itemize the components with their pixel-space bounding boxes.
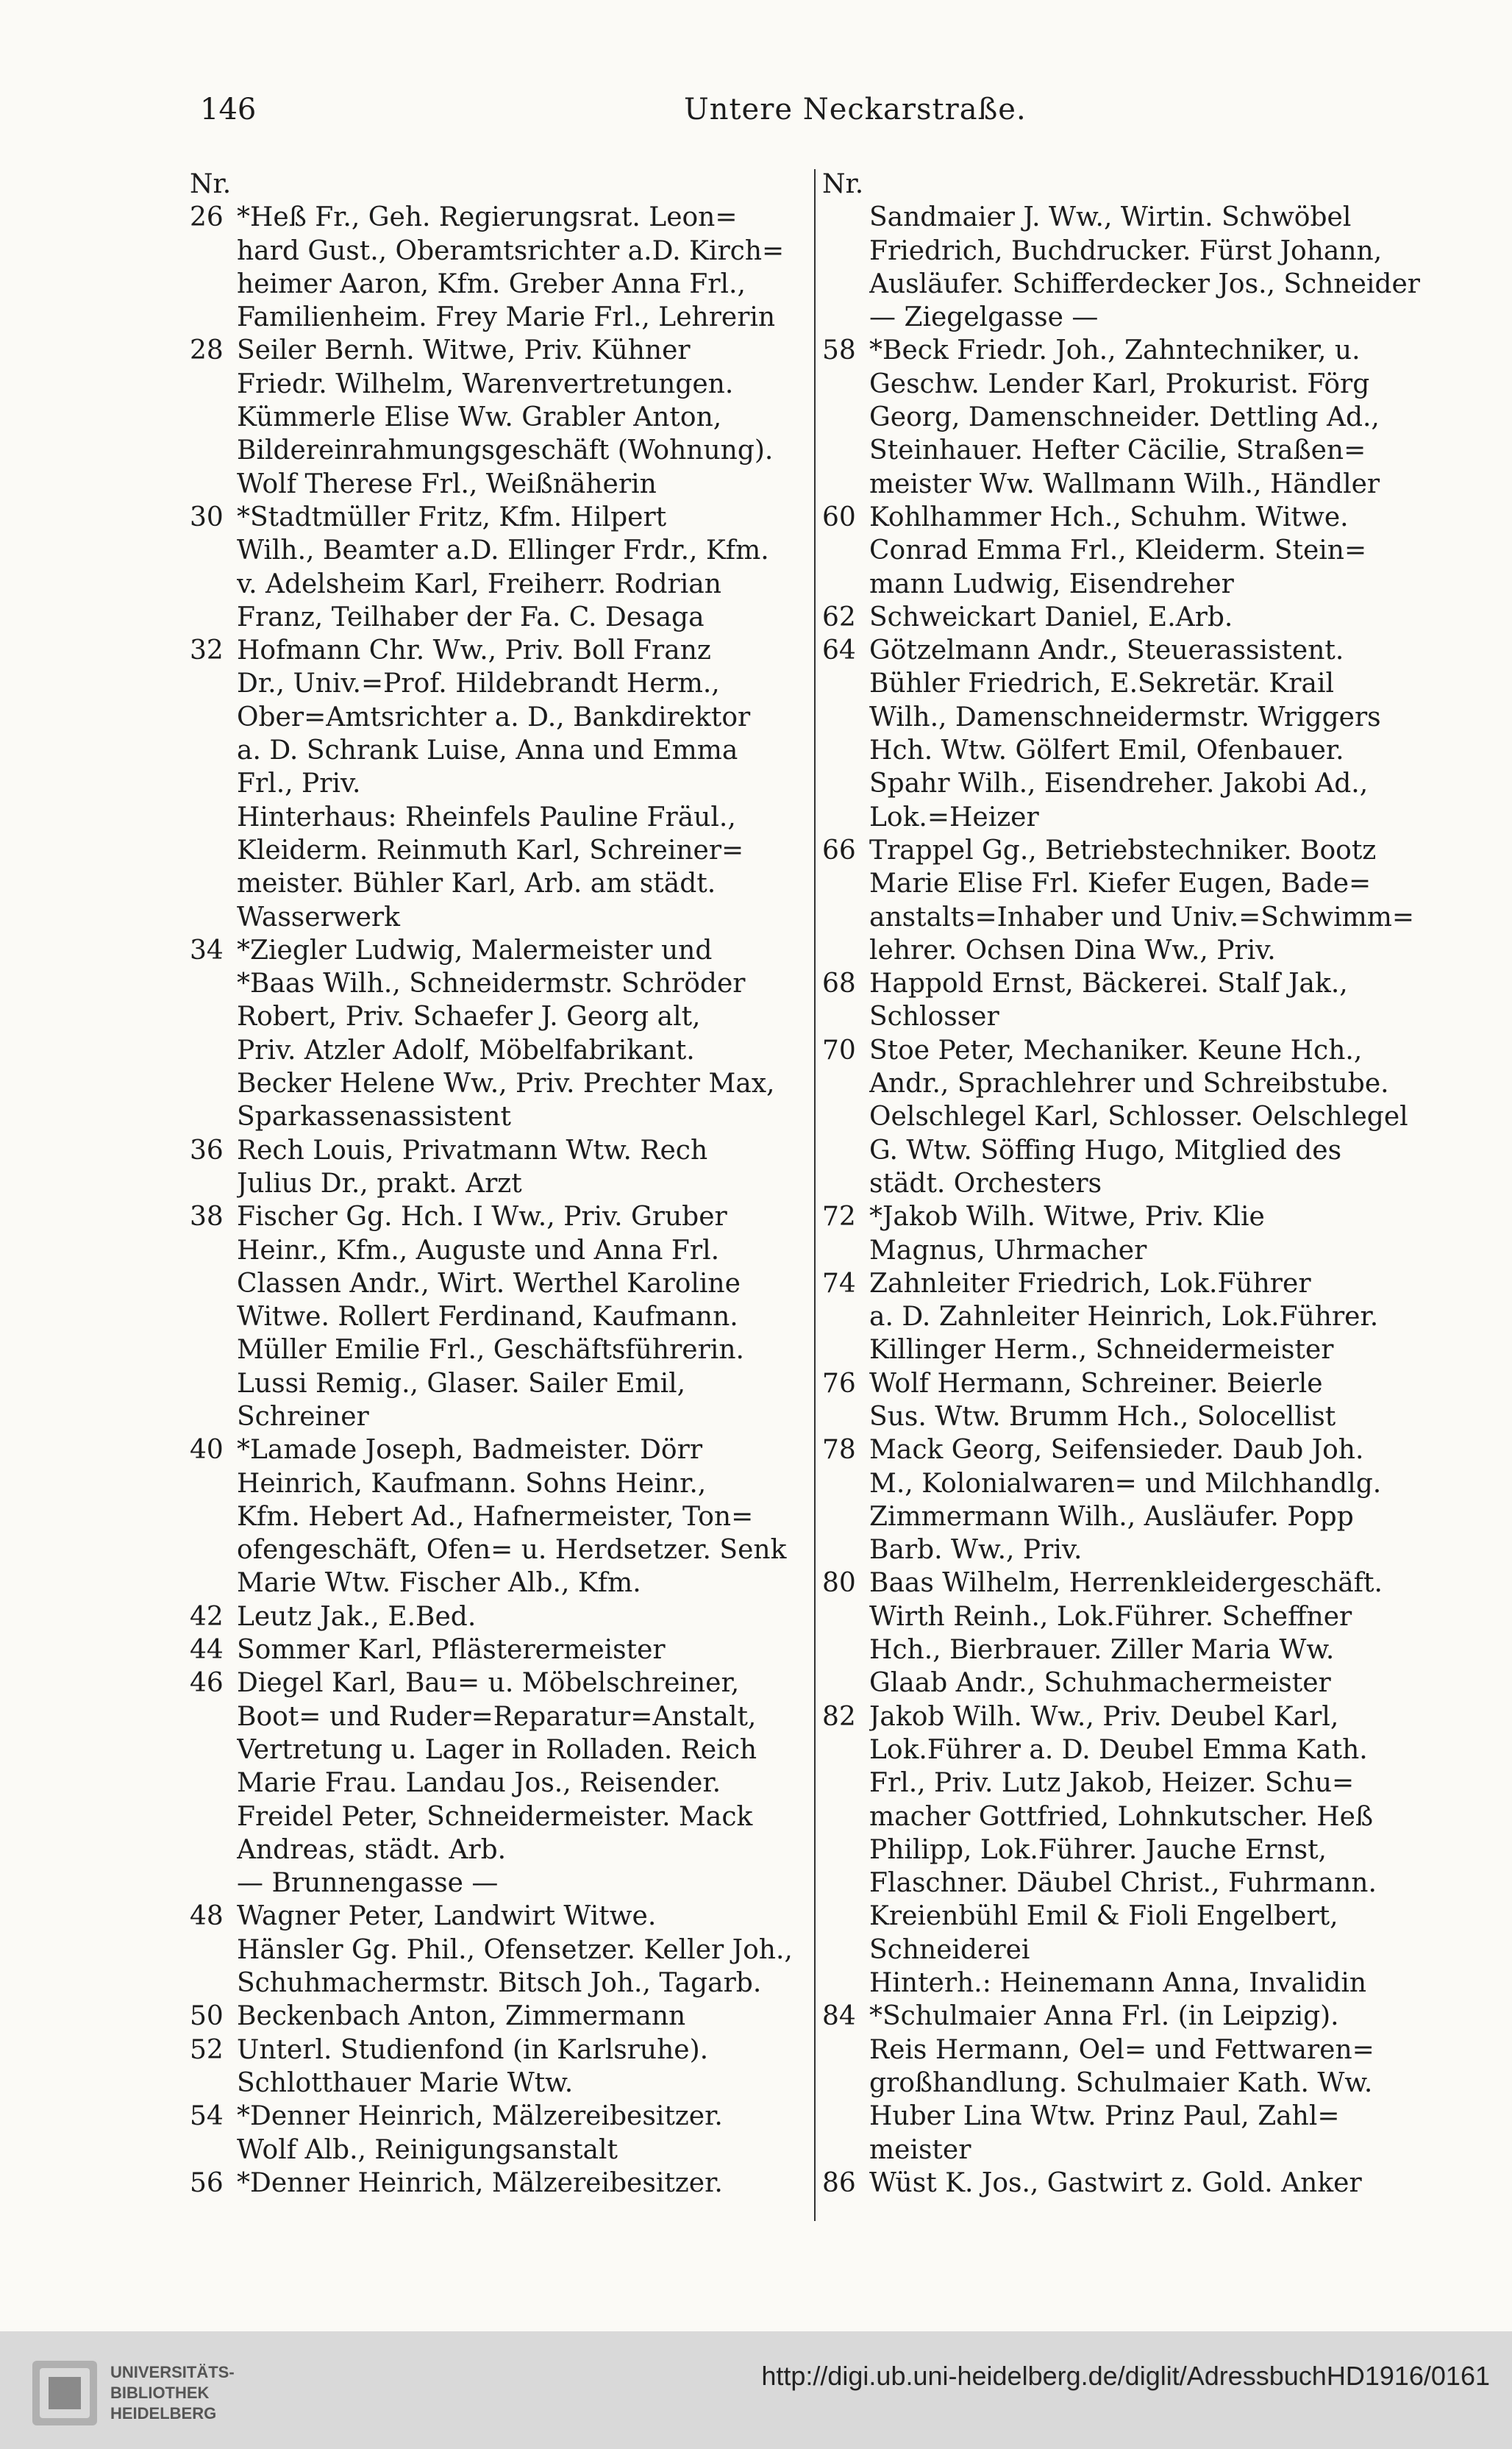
- entry-line: Steinhauer. Hefter Cäcilie, Straßen=: [869, 435, 1366, 466]
- entry-line: Hänsler Gg. Phil., Ofensetzer. Keller Joh.,: [237, 1934, 793, 1965]
- resident-list: [237, 1867, 805, 1900]
- library-logo[interactable]: [29, 2352, 235, 2425]
- entry-line: Georg, Damenschneider. Dettling Ad.,: [869, 402, 1380, 433]
- house-number: 72: [822, 1202, 856, 1233]
- house-number: 66: [822, 835, 856, 866]
- address-entry: [190, 1433, 805, 1600]
- address-entry: [190, 1900, 805, 2000]
- entry-line: Seiler Bernh. Witwe, Priv. Kühner: [237, 335, 691, 366]
- resident-list: [869, 301, 1431, 334]
- entry-line: anstalts=Inhaber und Univ.=Schwimm=: [869, 902, 1415, 933]
- address-entry: [822, 1433, 1431, 1566]
- entry-line: Wilh., Beamter a.D. Ellinger Frdr., Kfm.: [237, 535, 769, 566]
- entry-line: Becker Helene Ww., Priv. Prechter Max,: [237, 1069, 775, 1099]
- entry-line: Dr., Univ.=Prof. Hildebrandt Herm.,: [237, 669, 720, 699]
- entry-line: Freidel Peter, Schneidermeister. Mack: [237, 1801, 753, 1832]
- resident-list: [237, 1433, 805, 1600]
- entry-line: meister: [869, 2134, 971, 2165]
- address-entry: [190, 334, 805, 500]
- house-number: 28: [190, 335, 224, 366]
- entry-line: Sparkassenassistent: [237, 1102, 511, 1133]
- entry-line: M., Kolonialwaren= und Milchhandlg.: [869, 1468, 1382, 1499]
- entry-line: Beckenbach Anton, Zimmermann: [237, 2001, 686, 2032]
- entry-line: Schreiner: [237, 1401, 369, 1432]
- entry-line: Schlotthauer Marie Wtw.: [237, 2067, 574, 2098]
- resident-list: [869, 1200, 1431, 1267]
- entry-line: Lussi Remig., Glaser. Sailer Emil,: [237, 1368, 686, 1399]
- entry-line: Hch. Wtw. Gölfert Emil, Ofenbauer.: [869, 735, 1344, 766]
- resident-list: [869, 601, 1431, 634]
- entry-line: Kümmerle Elise Ww. Grabler Anton,: [237, 402, 722, 433]
- entry-line: Philipp, Lok.Führer. Jauche Ernst,: [869, 1834, 1327, 1865]
- entry-line: Conrad Emma Frl., Kleiderm. Stein=: [869, 535, 1367, 566]
- address-entry: [822, 601, 1431, 634]
- house-number: 54: [190, 2101, 224, 2132]
- entry-line: Barb. Ww., Priv.: [869, 1535, 1083, 1566]
- resident-list: [869, 1267, 1431, 1367]
- address-entry: [822, 201, 1431, 301]
- library-name-line: HEIDELBERG: [110, 2404, 217, 2423]
- resident-list: [237, 1900, 805, 2000]
- entry-line: meister Ww. Wallmann Wilh., Händler: [869, 468, 1380, 499]
- entry-line: Wolf Hermann, Schreiner. Beierle: [869, 1368, 1323, 1399]
- house-number: 58: [822, 335, 856, 366]
- entry-line: mann Ludwig, Eisendreher: [869, 568, 1234, 599]
- entry-line: Andreas, städt. Arb.: [237, 1834, 507, 1865]
- library-name-line: BIBLIOTHEK: [110, 2384, 210, 2402]
- address-entry: [822, 1967, 1431, 2000]
- street-subheading: — Brunnengasse —: [237, 1868, 499, 1899]
- entry-line: Sommer Karl, Pflästerermeister: [237, 1635, 666, 1666]
- entry-line: Frl., Priv. Lutz Jakob, Heizer. Schu=: [869, 1768, 1355, 1799]
- entry-line: *Stadtmüller Fritz, Kfm. Hilpert: [237, 502, 667, 532]
- address-entry: [190, 1633, 805, 1666]
- address-entry: [190, 1200, 805, 1433]
- house-number: [822, 201, 869, 301]
- entry-line: Geschw. Lender Karl, Prokurist. Förg: [869, 368, 1370, 399]
- house-number: [190, 1867, 237, 1900]
- resident-list: [869, 834, 1431, 967]
- entry-line: Schneiderei: [869, 1934, 1030, 1965]
- resident-list: [237, 801, 805, 934]
- address-entry: [822, 1267, 1431, 1367]
- address-entry: [822, 334, 1431, 500]
- address-entry: [190, 2100, 805, 2167]
- address-entry: [190, 1867, 805, 1900]
- entry-line: Sus. Wtw. Brumm Hch., Solocellist: [869, 1401, 1336, 1432]
- entry-line: *Schulmaier Anna Frl. (in Leipzig).: [869, 2001, 1339, 2032]
- resident-list: [869, 1367, 1431, 1434]
- entry-line: Friedrich, Buchdrucker. Fürst Johann,: [869, 235, 1383, 266]
- house-number: 78: [822, 1435, 856, 1466]
- resident-list: [237, 2033, 805, 2100]
- house-number: 38: [190, 1202, 224, 1233]
- entry-line: städt. Orchesters: [869, 1168, 1102, 1199]
- address-entry: [822, 1566, 1431, 1700]
- house-number: 76: [822, 1368, 856, 1399]
- entry-line: Bühler Friedrich, E.Sekretär. Krail: [869, 669, 1334, 699]
- entry-line: Hofmann Chr. Ww., Priv. Boll Franz: [237, 635, 711, 666]
- house-number: 86: [822, 2167, 856, 2198]
- entry-line: Baas Wilhelm, Herrenkleidergeschäft.: [869, 1568, 1383, 1599]
- entry-line: Hinterh.: Heinemann Anna, Invalidin: [869, 1968, 1367, 1999]
- address-entry: [822, 1367, 1431, 1434]
- entry-line: Fischer Gg. Hch. I Ww., Priv. Gruber: [237, 1202, 727, 1233]
- entry-line: Zahnleiter Friedrich, Lok.Führer: [869, 1268, 1311, 1299]
- entry-line: Priv. Atzler Adolf, Möbelfabrikant.: [237, 1035, 695, 1066]
- entry-line: *Beck Friedr. Joh., Zahntechniker, u.: [869, 335, 1361, 366]
- resident-list: [237, 334, 805, 500]
- address-entry: [190, 2167, 805, 2200]
- library-seal-icon: [29, 2358, 100, 2428]
- address-entry: [190, 1666, 805, 1867]
- resident-list: [237, 1666, 805, 1867]
- entry-line: Sandmaier J. Ww., Wirtin. Schwöbel: [869, 202, 1352, 233]
- entry-line: Kohlhammer Hch., Schuhm. Witwe.: [869, 502, 1349, 532]
- entry-line: lehrer. Ochsen Dina Ww., Priv.: [869, 935, 1276, 966]
- entry-line: Wüst K. Jos., Gastwirt z. Gold. Anker: [869, 2167, 1362, 2198]
- entry-line: Vertretung u. Lager in Rolladen. Reich: [237, 1734, 757, 1765]
- entry-line: Bildereinrahmungsgeschäft (Wohnung).: [237, 435, 774, 466]
- library-name: [110, 2362, 235, 2424]
- entry-line: Rech Louis, Privatmann Wtw. Rech: [237, 1135, 708, 1166]
- resident-list: [237, 934, 805, 1134]
- entry-line: Friedr. Wilhelm, Warenvertretungen.: [237, 368, 734, 399]
- address-entry: [822, 501, 1431, 601]
- house-number: 60: [822, 502, 856, 532]
- house-number: 68: [822, 969, 856, 999]
- address-entry: [190, 1134, 805, 1201]
- entry-line: Robert, Priv. Schaefer J. Georg alt,: [237, 1002, 701, 1033]
- address-entry: [822, 634, 1431, 834]
- entry-line: Schweickart Daniel, E.Arb.: [869, 602, 1233, 632]
- entry-line: Götzelmann Andr., Steuerassistent.: [869, 635, 1344, 666]
- house-number: 64: [822, 635, 856, 666]
- resident-list: [237, 1200, 805, 1433]
- house-number: 62: [822, 602, 856, 632]
- house-number: [822, 301, 869, 334]
- resident-list: [237, 2167, 805, 2200]
- entry-line: G. Wtw. Söffing Hugo, Mitglied des: [869, 1135, 1342, 1166]
- house-number: 84: [822, 2001, 856, 2032]
- house-number: 56: [190, 2167, 224, 2198]
- resident-list: [869, 334, 1431, 500]
- house-number: [822, 1967, 869, 2000]
- resident-list: [869, 967, 1431, 1034]
- address-entry: [190, 801, 805, 934]
- entry-line: Ober=Amtsrichter a. D., Bankdirektor: [237, 702, 751, 732]
- entry-line: *Denner Heinrich, Mälzereibesitzer.: [237, 2167, 723, 2198]
- entry-line: ofengeschäft, Ofen= u. Herdsetzer. Senk: [237, 1535, 787, 1566]
- resident-list: [237, 2000, 805, 2033]
- house-number: 74: [822, 1268, 856, 1299]
- entry-line: Wirth Reinh., Lok.Führer. Scheffner: [869, 1601, 1352, 1632]
- address-entry: [190, 2033, 805, 2100]
- column-heading: Nr.: [190, 169, 232, 199]
- entry-line: Hch., Bierbrauer. Ziller Maria Ww.: [869, 1635, 1335, 1666]
- entry-line: Glaab Andr., Schuhmachermeister: [869, 1668, 1331, 1699]
- house-number: 46: [190, 1668, 224, 1699]
- entry-line: Stoe Peter, Mechaniker. Keune Hch.,: [869, 1035, 1363, 1066]
- address-entry: [190, 201, 805, 334]
- address-entry: [822, 301, 1431, 334]
- house-number: 40: [190, 1435, 224, 1466]
- entry-line: Reis Hermann, Oel= und Fettwaren=: [869, 2034, 1374, 2065]
- entry-line: Wolf Therese Frl., Weißnäherin: [237, 468, 657, 499]
- entry-line: Zimmermann Wilh., Ausläufer. Popp: [869, 1501, 1354, 1532]
- entry-line: Happold Ernst, Bäckerei. Stalf Jak.,: [869, 969, 1348, 999]
- entry-line: Frl., Priv.: [237, 769, 361, 799]
- address-entry: [822, 2000, 1431, 2166]
- resident-list: [869, 1700, 1431, 1967]
- entry-line: Marie Elise Frl. Kiefer Eugen, Bade=: [869, 869, 1372, 899]
- entry-line: Müller Emilie Frl., Geschäftsführerin.: [237, 1335, 744, 1366]
- entry-line: Kfm. Hebert Ad., Hafnermeister, Ton=: [237, 1501, 754, 1532]
- house-number: 48: [190, 1901, 224, 1932]
- entry-line: Wilh., Damenschneidermstr. Wriggers: [869, 702, 1381, 732]
- entry-line: hard Gust., Oberamtsrichter a.D. Kirch=: [237, 235, 785, 266]
- address-entry: [190, 934, 805, 1134]
- house-number: 82: [822, 1701, 856, 1732]
- address-entry: [190, 2000, 805, 2033]
- resident-list: [237, 1600, 805, 1633]
- resident-list: [237, 501, 805, 634]
- right-column: [822, 168, 1431, 2200]
- entry-line: Boot= und Ruder=Reparatur=Anstalt,: [237, 1701, 757, 1732]
- house-number: 80: [822, 1568, 856, 1599]
- entry-line: Wolf Alb., Reinigungsanstalt: [237, 2134, 618, 2165]
- entry-line: Witwe. Rollert Ferdinand, Kaufmann.: [237, 1302, 738, 1333]
- address-entry: [822, 2167, 1431, 2200]
- resident-list: [869, 1433, 1431, 1566]
- resident-list: [869, 1967, 1431, 2000]
- entry-line: Mack Georg, Seifensieder. Daub Joh.: [869, 1435, 1364, 1466]
- resident-list: [237, 1633, 805, 1666]
- address-entry: [190, 634, 805, 800]
- entry-line: macher Gottfried, Lohnkutscher. Heß: [869, 1801, 1373, 1832]
- house-number: 30: [190, 502, 224, 532]
- house-number: 50: [190, 2001, 224, 2032]
- entry-line: *Lamade Joseph, Badmeister. Dörr: [237, 1435, 703, 1466]
- address-entry: [822, 834, 1431, 967]
- entry-line: *Heß Fr., Geh. Regierungsrat. Leon=: [237, 202, 738, 233]
- entry-line: Kreienbühl Emil & Fioli Engelbert,: [869, 1901, 1338, 1932]
- entry-line: großhandlung. Schulmaier Kath. Ww.: [869, 2067, 1373, 2098]
- entry-line: Hinterhaus: Rheinfels Pauline Fräul.,: [237, 802, 736, 833]
- library-name-line: UNIVERSITÄTS-: [110, 2363, 235, 2381]
- entry-line: Killinger Herm., Schneidermeister: [869, 1335, 1334, 1366]
- house-number: 36: [190, 1135, 224, 1166]
- house-number: 42: [190, 1601, 224, 1632]
- house-number: 70: [822, 1035, 856, 1066]
- entry-line: *Baas Wilh., Schneidermstr. Schröder: [237, 969, 746, 999]
- street-subheading: — Ziegelgasse —: [869, 302, 1099, 333]
- house-number: 34: [190, 935, 224, 966]
- entry-line: Huber Lina Wtw. Prinz Paul, Zahl=: [869, 2101, 1340, 2132]
- entry-line: Franz, Teilhaber der Fa. C. Desaga: [237, 602, 705, 632]
- entry-line: Lok.=Heizer: [869, 802, 1039, 833]
- entry-line: a. D. Zahnleiter Heinrich, Lok.Führer.: [869, 1302, 1379, 1333]
- entry-line: Marie Frau. Landau Jos., Reisender.: [237, 1768, 721, 1799]
- entry-line: Magnus, Uhrmacher: [869, 1235, 1147, 1266]
- source-url-link[interactable]: http://digi.ub.uni-heidelberg.de/diglit/AdressbuchHD1916/0161: [761, 2361, 1490, 2391]
- page-number: 146: [200, 93, 257, 126]
- column-divider: [814, 169, 816, 2221]
- entry-line: Kleiderm. Reinmuth Karl, Schreiner=: [237, 835, 744, 866]
- resident-list: [869, 501, 1431, 601]
- resident-list: [237, 201, 805, 334]
- house-number: 44: [190, 1635, 224, 1666]
- entry-line: Julius Dr., prakt. Arzt: [237, 1168, 522, 1199]
- address-entry: [822, 1200, 1431, 1267]
- address-entry: [190, 501, 805, 634]
- entry-line: *Jakob Wilh. Witwe, Priv. Klie: [869, 1202, 1265, 1233]
- entry-line: Ausläufer. Schifferdecker Jos., Schneider: [869, 268, 1420, 299]
- resident-list: [869, 1566, 1431, 1700]
- entry-line: meister. Bühler Karl, Arb. am städt.: [237, 869, 716, 899]
- resident-list: [869, 2000, 1431, 2166]
- resident-list: [237, 1134, 805, 1201]
- address-entry: [822, 967, 1431, 1034]
- entry-line: Wasserwerk: [237, 902, 400, 933]
- entry-line: Jakob Wilh. Ww., Priv. Deubel Karl,: [869, 1701, 1339, 1732]
- entry-line: Diegel Karl, Bau= u. Möbelschreiner,: [237, 1668, 740, 1699]
- entry-line: Wagner Peter, Landwirt Witwe.: [237, 1901, 657, 1932]
- resident-list: [869, 634, 1431, 834]
- entry-line: Unterl. Studienfond (in Karlsruhe).: [237, 2034, 709, 2065]
- house-number: [190, 801, 237, 934]
- entry-line: Spahr Wilh., Eisendreher. Jakobi Ad.,: [869, 769, 1369, 799]
- entry-line: Trappel Gg., Betriebstechniker. Bootz: [869, 835, 1377, 866]
- entry-line: Schlosser: [869, 1002, 999, 1033]
- left-column: [190, 168, 805, 2200]
- house-number: 52: [190, 2034, 224, 2065]
- entry-line: Oelschlegel Karl, Schlosser. Oelschlegel: [869, 1102, 1408, 1133]
- house-number: 26: [190, 202, 224, 233]
- column-heading: Nr.: [822, 169, 864, 199]
- entry-line: v. Adelsheim Karl, Freiherr. Rodrian: [237, 568, 721, 599]
- entry-line: Leutz Jak., E.Bed.: [237, 1601, 477, 1632]
- entry-line: Familienheim. Frey Marie Frl., Lehrerin: [237, 302, 776, 333]
- house-number: 32: [190, 635, 224, 666]
- library-footer: [0, 2331, 1512, 2449]
- address-entry: [822, 1700, 1431, 1967]
- resident-list: [869, 1034, 1431, 1200]
- address-entry: [190, 1600, 805, 1633]
- entry-line: Flaschner. Däubel Christ., Fuhrmann.: [869, 1868, 1377, 1899]
- running-head: Untere Neckarstraße.: [684, 93, 1027, 126]
- entry-line: Heinr., Kfm., Auguste und Anna Frl.: [237, 1235, 720, 1266]
- entry-line: Heinrich, Kaufmann. Sohns Heinr.,: [237, 1468, 707, 1499]
- entry-line: Lok.Führer a. D. Deubel Emma Kath.: [869, 1734, 1368, 1765]
- entry-line: Classen Andr., Wirt. Werthel Karoline: [237, 1268, 741, 1299]
- resident-list: [237, 634, 805, 800]
- entry-line: *Ziegler Ludwig, Malermeister und: [237, 935, 713, 966]
- entry-line: Marie Wtw. Fischer Alb., Kfm.: [237, 1568, 641, 1599]
- resident-list: [869, 2167, 1431, 2200]
- address-entry: [822, 1034, 1431, 1200]
- entry-line: Schuhmachermstr. Bitsch Joh., Tagarb.: [237, 1968, 762, 1999]
- entry-line: heimer Aaron, Kfm. Greber Anna Frl.,: [237, 268, 746, 299]
- entry-line: a. D. Schrank Luise, Anna und Emma: [237, 735, 738, 766]
- resident-list: [869, 201, 1431, 301]
- entry-line: *Denner Heinrich, Mälzereibesitzer.: [237, 2101, 723, 2132]
- entry-line: Andr., Sprachlehrer und Schreibstube.: [869, 1069, 1389, 1099]
- resident-list: [237, 2100, 805, 2167]
